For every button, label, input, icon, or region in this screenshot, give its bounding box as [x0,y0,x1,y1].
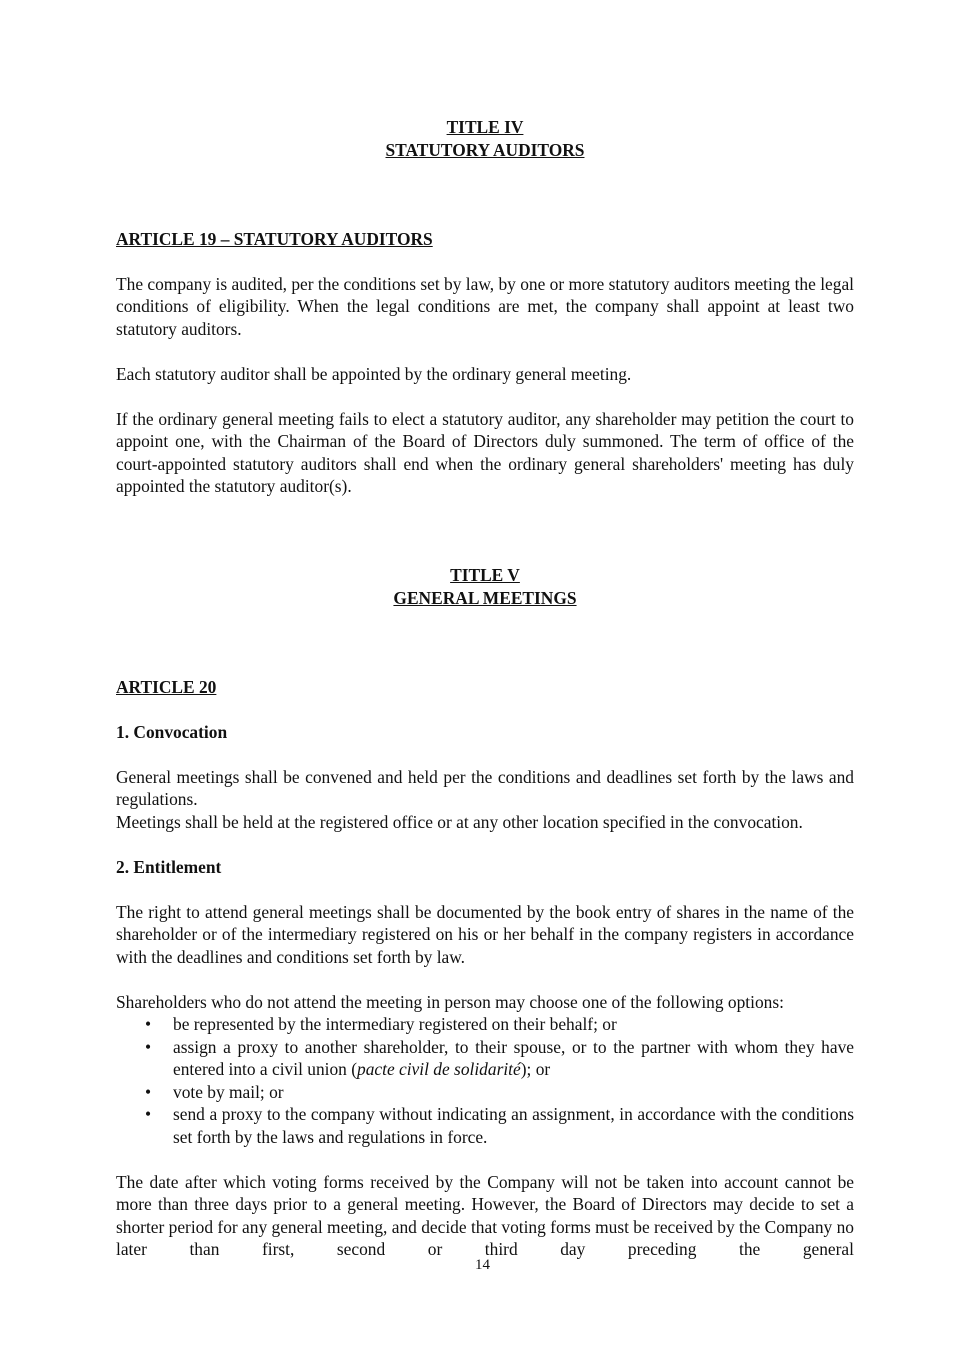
list-item [116,1013,854,1036]
voting-forms-paragraph: The date after which voting forms received by the Company will not be taken into account cannot be more than three days prior to a general meeting. However, the Board of Directors may decide to set a shorter period for any general meeting, and decide that voting forms must be received by the Company no later than first, second or third day preceding the general [116,1171,854,1259]
option-text-end: ); or [520,1059,551,1079]
bullet-icon: • [145,1081,152,1102]
article-19-heading: ARTICLE 19 – STATUTORY AUDITORS [116,228,433,249]
convocation-paragraph-1: General meetings shall be convened and held per the conditions and deadlines set forth by the laws and regulations. [116,766,854,809]
option-text: vote by mail; or [173,1081,284,1102]
list-item [116,1036,854,1081]
bullet-icon: • [145,1014,152,1034]
entitlement-paragraph-1: The right to attend general meetings shall be documented by the book entry of shares in the name of the shareholder or of the intermediary registered on his or her behalf in the company registers in accordance with the deadlines and conditions set forth by law. [116,901,854,967]
page-number: 14 [475,1257,490,1273]
options-list [116,1013,854,1148]
bullet-icon: • [145,1104,152,1124]
bullet-icon: • [145,1036,152,1057]
title-v-name: GENERAL MEETINGS [393,587,577,608]
article-19-paragraph-3: If the ordinary general meeting fails to elect a statutory auditor, any shareholder may petition the court to appoint one, with the Chairman of the Board of Directors duly summoned. The term of office of the court-appointed statutory auditors shall end when the ordinary general shareholders' meeting has duly appointed the statutory auditor(s). [116,408,854,496]
title-v [116,564,854,609]
article-19-paragraph-2: Each statutory auditor shall be appointed by the ordinary general meeting. [116,363,632,384]
convocation-paragraph-2: Meetings shall be held at the registered office or at any other location specified in the convocation. [116,811,803,832]
option-italic-term: pacte civil de solidarité [357,1059,521,1079]
option-text: assign a proxy to another shareholder, to their spouse, or to the partner with whom they have entered into a civil union ( [173,1036,854,1079]
title-v-number: TITLE V [450,565,520,585]
article-20-heading: ARTICLE 20 [116,676,217,697]
list-item [116,1103,854,1148]
title-iv [116,116,854,161]
entitlement-heading: 2. Entitlement [116,856,222,877]
title-iv-name: STATUTORY AUDITORS [385,139,585,160]
options-intro: Shareholders who do not attend the meeting in person may choose one of the following options: [116,991,784,1012]
option-text: be represented by the intermediary registered on their behalf; or [173,1014,617,1034]
list-item [116,1081,854,1104]
article-19-paragraph-1: The company is audited, per the conditions set by law, by one or more statutory auditors meeting the legal conditions of eligibility. When the legal conditions are met, the company shall appoint at least two statutory auditors. [116,273,854,339]
title-iv-number: TITLE IV [446,117,524,137]
convocation-heading: 1. Convocation [116,721,228,742]
page-content [116,116,854,1261]
option-text: send a proxy to the company without indicating an assignment, in accordance with the conditions set forth by the laws and regulations in force. [173,1104,854,1147]
